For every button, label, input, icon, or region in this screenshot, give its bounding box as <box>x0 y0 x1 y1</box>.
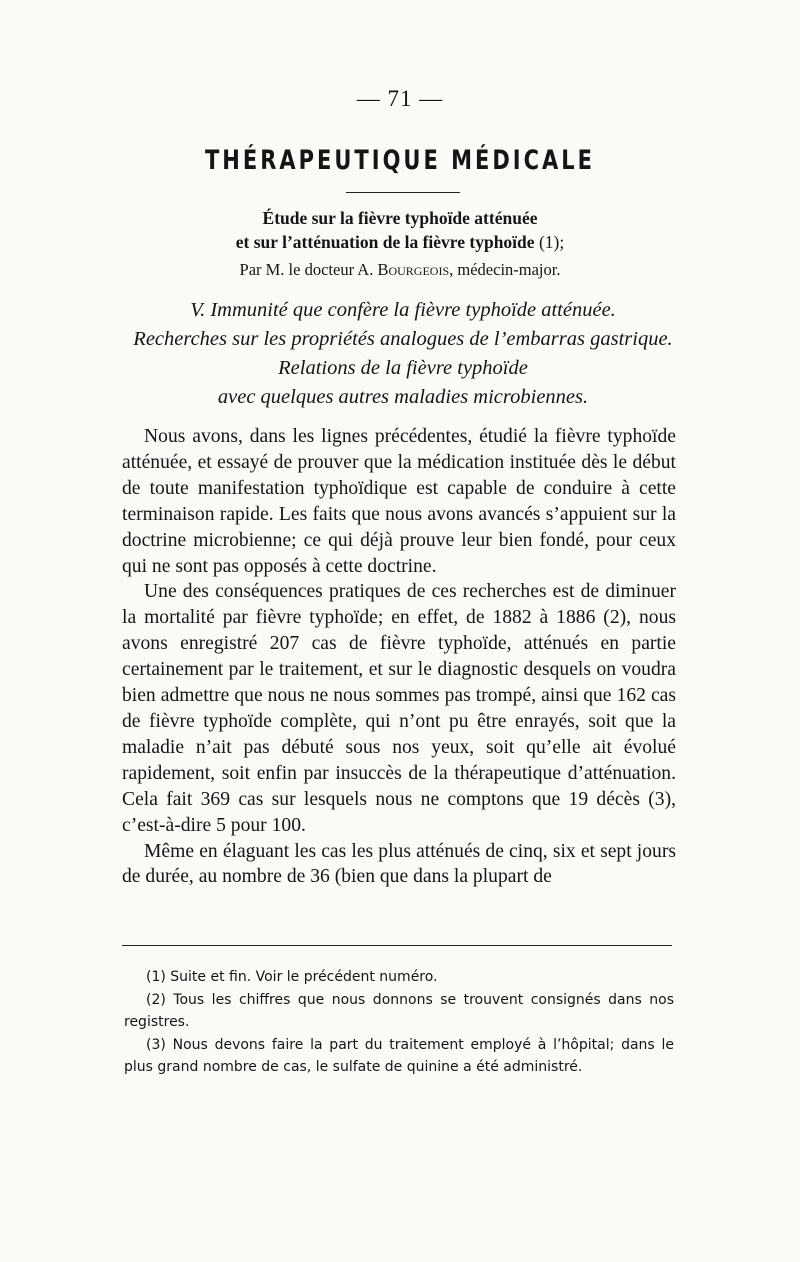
article-title-line-1: Étude sur la fièvre typhoïde atténuée <box>262 208 538 228</box>
paragraph: Même en élaguant les cas les plus atténués de cinq, six et sept jours de durée, au nombre de 36 (bien que dans la plupart de <box>122 840 676 888</box>
byline-prefix: Par M. le docteur A. <box>239 260 374 279</box>
article-title-line-2 <box>0 230 800 254</box>
byline-suffix: , médecin-major. <box>449 260 561 279</box>
footnote: (3) Nous devons faire la part du traitement employé à l’hôpital; dans le plus grand nombre de cas, le sulfate de quinine a été administré. <box>124 1036 674 1075</box>
article-title <box>0 206 800 254</box>
chapter-heading-line: Relations de la fièvre typhoïde <box>278 357 528 379</box>
byline <box>0 260 800 280</box>
body-text <box>122 424 676 890</box>
footnote: (1) Suite et fin. Voir le précédent numéro. <box>146 969 438 985</box>
section-title: THÉRAPEUTIQUE MÉDICALE <box>204 145 596 175</box>
paragraph: Nous avons, dans les lignes précédentes, étudié la fièvre typhoïde atténuée, et essayé de prouver que la médication instituée dès le début de toute manifestation typhoïdique est capable de conduire à cette terminaison rapide. Les faits que nous avons avancés s’appuient sur la doctrine microbienne; ce qui déjà prouve leur bien fondé, pour ceux qui ne sont pas opposés à cette doctrine. <box>122 426 676 577</box>
footnote-reference: (1); <box>538 232 565 252</box>
author-name: Bourgeois <box>377 260 450 279</box>
chapter-heading <box>118 296 688 412</box>
chapter-heading-line: avec quelques autres maladies microbiennes. <box>217 386 589 408</box>
chapter-heading-line: V. Immunité que confère la fièvre typhoïde atténuée. <box>190 299 616 321</box>
footnotes-divider <box>122 945 672 946</box>
footnotes <box>124 966 674 1079</box>
title-divider <box>346 192 460 193</box>
footnote: (2) Tous les chiffres que nous donnons se trouvent consignés dans nos registres. <box>124 991 674 1030</box>
chapter-heading-line: Recherches sur les propriétés analogues de l’embarras gastrique. <box>133 328 673 350</box>
paragraph: Une des conséquences pratiques de ces recherches est de diminuer la mortalité par fièvre typhoïde; en effet, de 1882 à 1886 (2), nous avons enregistré 207 cas de fièvre typhoïde, atténués en partie certainement par le traitement, et sur le diagnostic desquels on voudra bien admettre que nous ne nous sommes pas trompé, ainsi que 162 cas de fièvre typhoïde complète, qui n’ont pu être enrayés, soit que la maladie n’ait pas débuté sous nos yeux, soit qu’elle ait évolué rapidement, soit enfin par insuccès de la thérapeutique d’atténuation. Cela fait 369 cas sur lesquels nous ne comptons que 19 décès (3), c’est-à-dire 5 pour 100. <box>122 581 676 836</box>
page-number: — 71 — <box>356 86 444 111</box>
article-title-line-2-text: et sur l’atténuation de la fièvre typhoïde <box>235 232 535 252</box>
